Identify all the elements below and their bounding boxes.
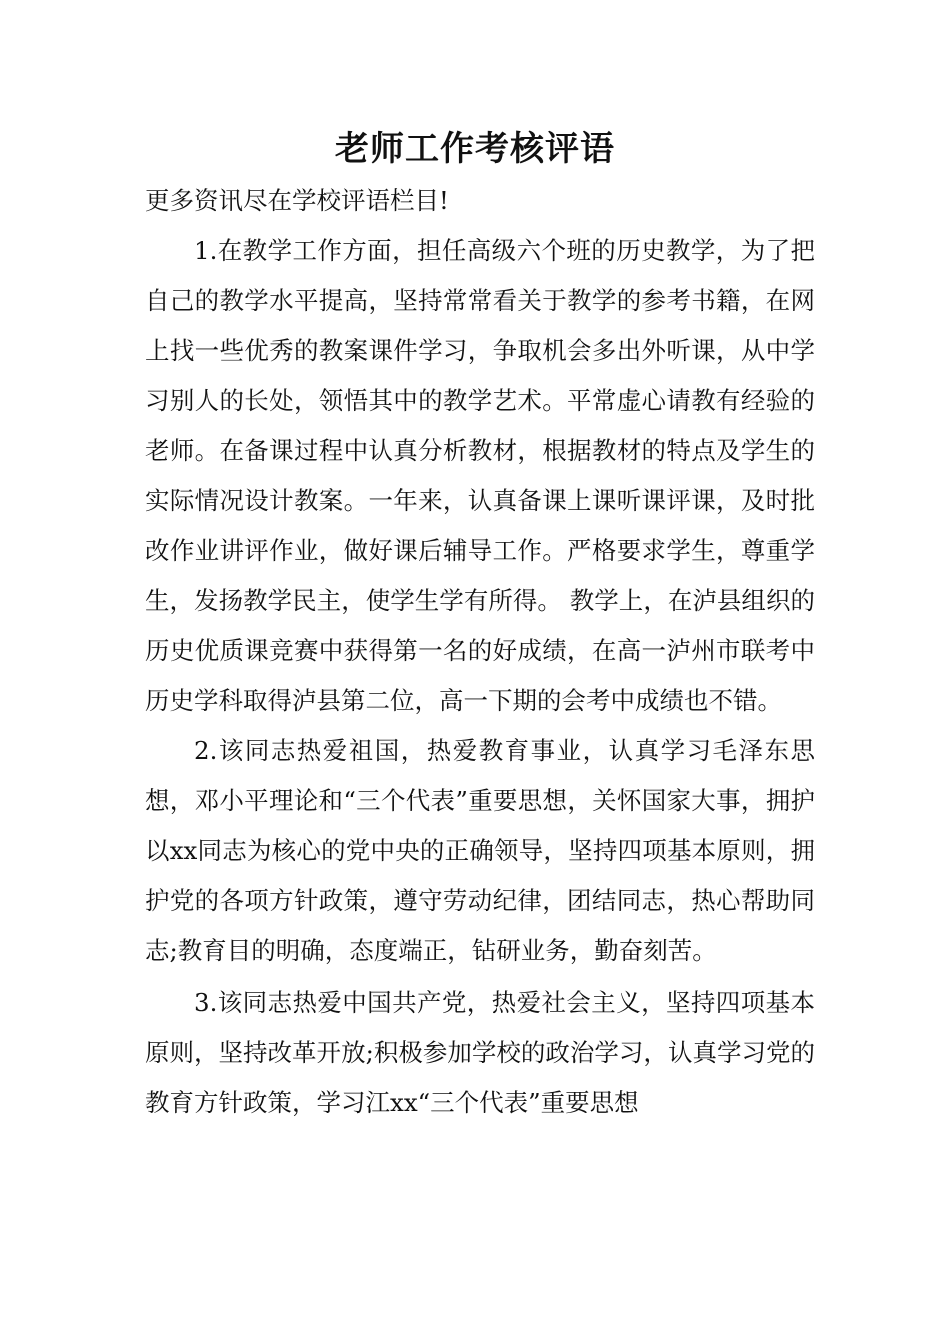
intro-line: 更多资讯尽在学校评语栏目! bbox=[145, 186, 449, 215]
paragraph-2: 2.该同志热爱祖国，热爱教育事业，认真学习毛泽东思想，邓小平理论和“三个代表”重要思想，关怀国家大事，拥护以xx同志为核心的党中央的正确领导，坚持四项基本原则，拥护党的各项方针政策，遵守劳动纪律，团结同志，热心帮助同志;教育目的明确，态度端正，钻研业务，勤奋刻苦。 bbox=[145, 736, 815, 965]
paragraph-3: 3.该同志热爱中国共产党，热爱社会主义，坚持四项基本原则，坚持改革开放;积极参加学校的政治学习，认真学习党的教育方针政策，学习江xx“三个代表”重要思想 bbox=[145, 988, 815, 1117]
document-title: 老师工作考核评语 bbox=[335, 129, 615, 169]
paragraph-1: 1.在教学工作方面，担任高级六个班的历史教学，为了把自己的教学水平提高，坚持常常看关于教学的参考书籍，在网上找一些优秀的教案课件学习，争取机会多出外听课，从中学习别人的长处，领悟其中的教学艺术。平常虚心请教有经验的老师。在备课过程中认真分析教材，根据教材的特点及学生的实际情况设计教案。一年来，认真备课上课听课评课，及时批改作业讲评作业，做好课后辅导工作。严格要求学生，尊重学生，发扬教学民主，使学生学有所得。 教学上，在泸县组织的历史优质课竞赛中获得第一名的好成绩，在高一泸州市联考中历史学科取得泸县第二位，高一下期的会考中成绩也不错。 bbox=[145, 236, 815, 715]
document-body bbox=[145, 176, 815, 1128]
